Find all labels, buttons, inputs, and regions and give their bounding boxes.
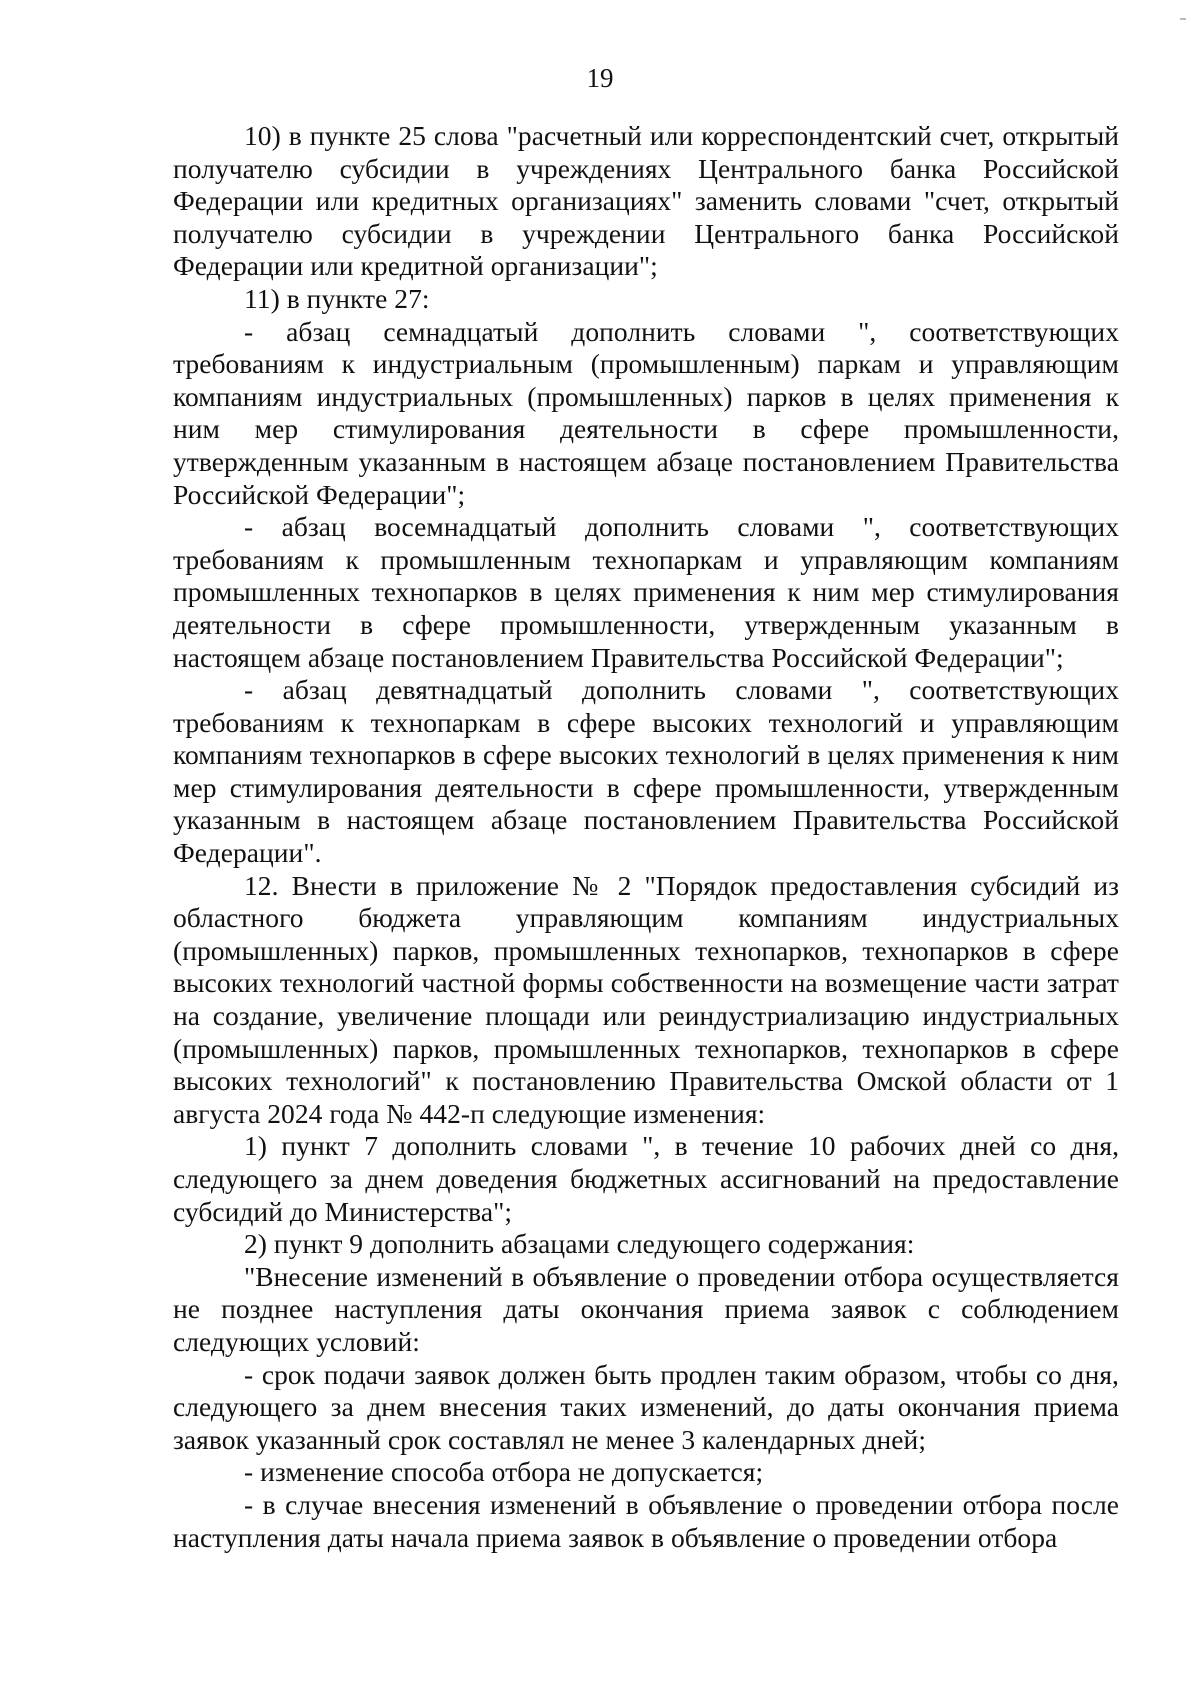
paragraph-item-11-abzac-17: - абзац семнадцатый дополнить словами ", соответствующих требованиям к индустриальным (промышленным) паркам и управляющим компаниям индустриальных (промышленных) парков в целях применения к ним мер стимулирования деятельности в сфере промышленности, утвержденным указанным в настоящем абзаце постановлением Правительства Российской Федерации"; (173, 315, 1119, 510)
document-body (173, 120, 1119, 1554)
paragraph-condition-1: - срок подачи заявок должен быть продлен таким образом, чтобы со дня, следующего за днем внесения таких изменений, до даты окончания приема заявок указанный срок составлял не менее 3 календарных дней; (173, 1358, 1119, 1455)
paragraph-condition-3: - в случае внесения изменений в объявление о проведении отбора после наступления даты начала приема заявок в объявление о проведении отбора (173, 1488, 1119, 1553)
paragraph-quote-start: "Внесение изменений в объявление о проведении отбора осуществляется не позднее наступления даты окончания приема заявок с соблюдением следующих условий: (173, 1260, 1119, 1357)
paragraph-section-12: 12. Внести в приложение № 2 "Порядок предоставления субсидий из областного бюджета управляющим компаниям индустриальных (промышленных) парков, промышленных технопарков, технопарков в сфере высоких технологий частной формы собственности на возмещение части затрат на создание, увеличение площади или реиндустриализацию индустриальных (промышленных) парков, промышленных технопарков, технопарков в сфере высоких технологий" к постановлению Правительства Омской области от 1 августа 2024 года № 442-п следующие изменения: (173, 869, 1119, 1129)
page-number: 19 (586, 63, 614, 93)
paragraph-item-11: 11) в пункте 27: (244, 282, 430, 314)
paragraph-item-12-1: 1) пункт 7 дополнить словами ", в течение 10 рабочих дней со дня, следующего за днем доведения бюджетных ассигнований на предоставление субсидий до Министерства"; (173, 1130, 1119, 1227)
paragraph-item-11-abzac-18: - абзац восемнадцатый дополнить словами ", соответствующих требованиям к промышленным технопаркам и управляющим компаниям промышленных технопарков в целях применения к ним мер стимулирования деятельности в сфере промышленности, утвержденным указанным в настоящем абзаце постановлением Правительства Российской Федерации"; (173, 511, 1119, 673)
paragraph-condition-2: - изменение способа отбора не допускается; (244, 1456, 764, 1488)
scan-artifact (1180, 18, 1186, 20)
paragraph-item-12-2: 2) пункт 9 дополнить абзацами следующего содержания: (244, 1228, 915, 1260)
paragraph-item-11-abzac-19: - абзац девятнадцатый дополнить словами ", соответствующих требованиям к технопаркам в сфере высоких технологий и управляющим компаниям технопарков в сфере высоких технологий в целях применения к ним мер стимулирования деятельности в сфере промышленности, утвержденным указанным в настоящем абзаце постановлением Правительства Российской Федерации". (173, 674, 1119, 869)
paragraph-item-10: 10) в пункте 25 слова "расчетный или корреспондентский счет, открытый получателю субсидии в учреждениях Центрального банка Российской Федерации или кредитных организациях" заменить словами "счет, открытый получателю субсидии в учреждении Центрального банка Российской Федерации или кредитной организации"; (173, 120, 1119, 282)
